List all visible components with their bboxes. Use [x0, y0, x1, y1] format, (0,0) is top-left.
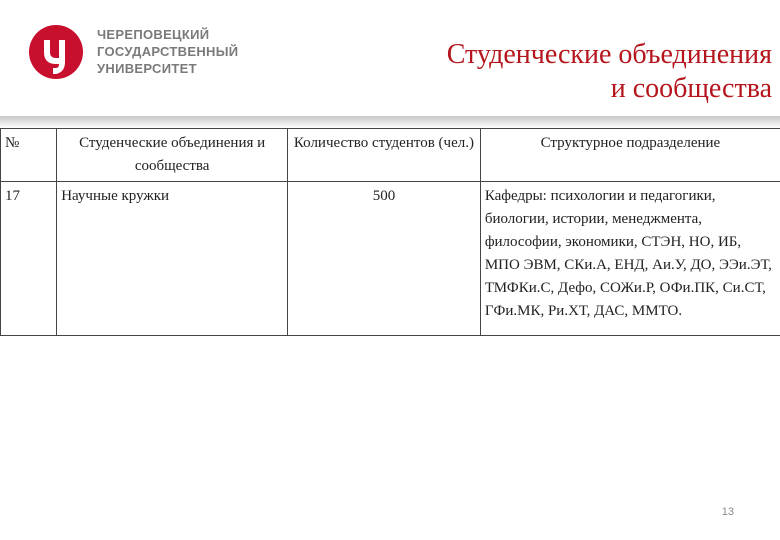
page-number: 13: [721, 506, 734, 518]
table-row: [1, 182, 780, 336]
cell-student-count: 500: [288, 182, 481, 336]
slide-title-line-1: Студенческие объединения: [446, 39, 772, 70]
header-structural-unit: Структурное подразделение: [480, 129, 780, 182]
cell-association-name: Научные кружки: [57, 182, 288, 336]
cell-structural-unit: Кафедры: психологии и педагогики, биологии, истории, менеджмента, философии, экономики, СТЭН, НО, ИБ, МПО ЭВМ, СКи.А, ЕНД, Аи.У, ДО, ЭЭи.ЭТ, ТМФКи.С, Дефо, СОЖи.Р, ОФи.ПК, Си.СТ, ГФи.МК, Ри.ХТ, ДАС, ММТО.: [480, 182, 780, 336]
logo-line: ГОСУДАРСТВЕННЫЙ: [97, 44, 239, 59]
university-logo: [26, 22, 256, 86]
header-student-count: Количество студентов (чел.): [288, 129, 481, 182]
cell-number: 17: [1, 182, 57, 336]
logo-text: [97, 26, 238, 77]
slide-title: [447, 38, 772, 106]
header-number: №: [1, 129, 57, 182]
associations-table: [0, 128, 780, 336]
table-header-row: [1, 129, 780, 182]
slide-title-line-2: и сообщества: [610, 73, 772, 104]
header-divider: [0, 116, 780, 128]
logo-line: ЧЕРЕПОВЕЦКИЙ: [97, 27, 210, 42]
university-emblem-icon: [26, 22, 88, 84]
logo-line: УНИВЕРСИТЕТ: [97, 61, 197, 76]
header-association-name: Студенческие объединения и сообщества: [57, 129, 288, 182]
